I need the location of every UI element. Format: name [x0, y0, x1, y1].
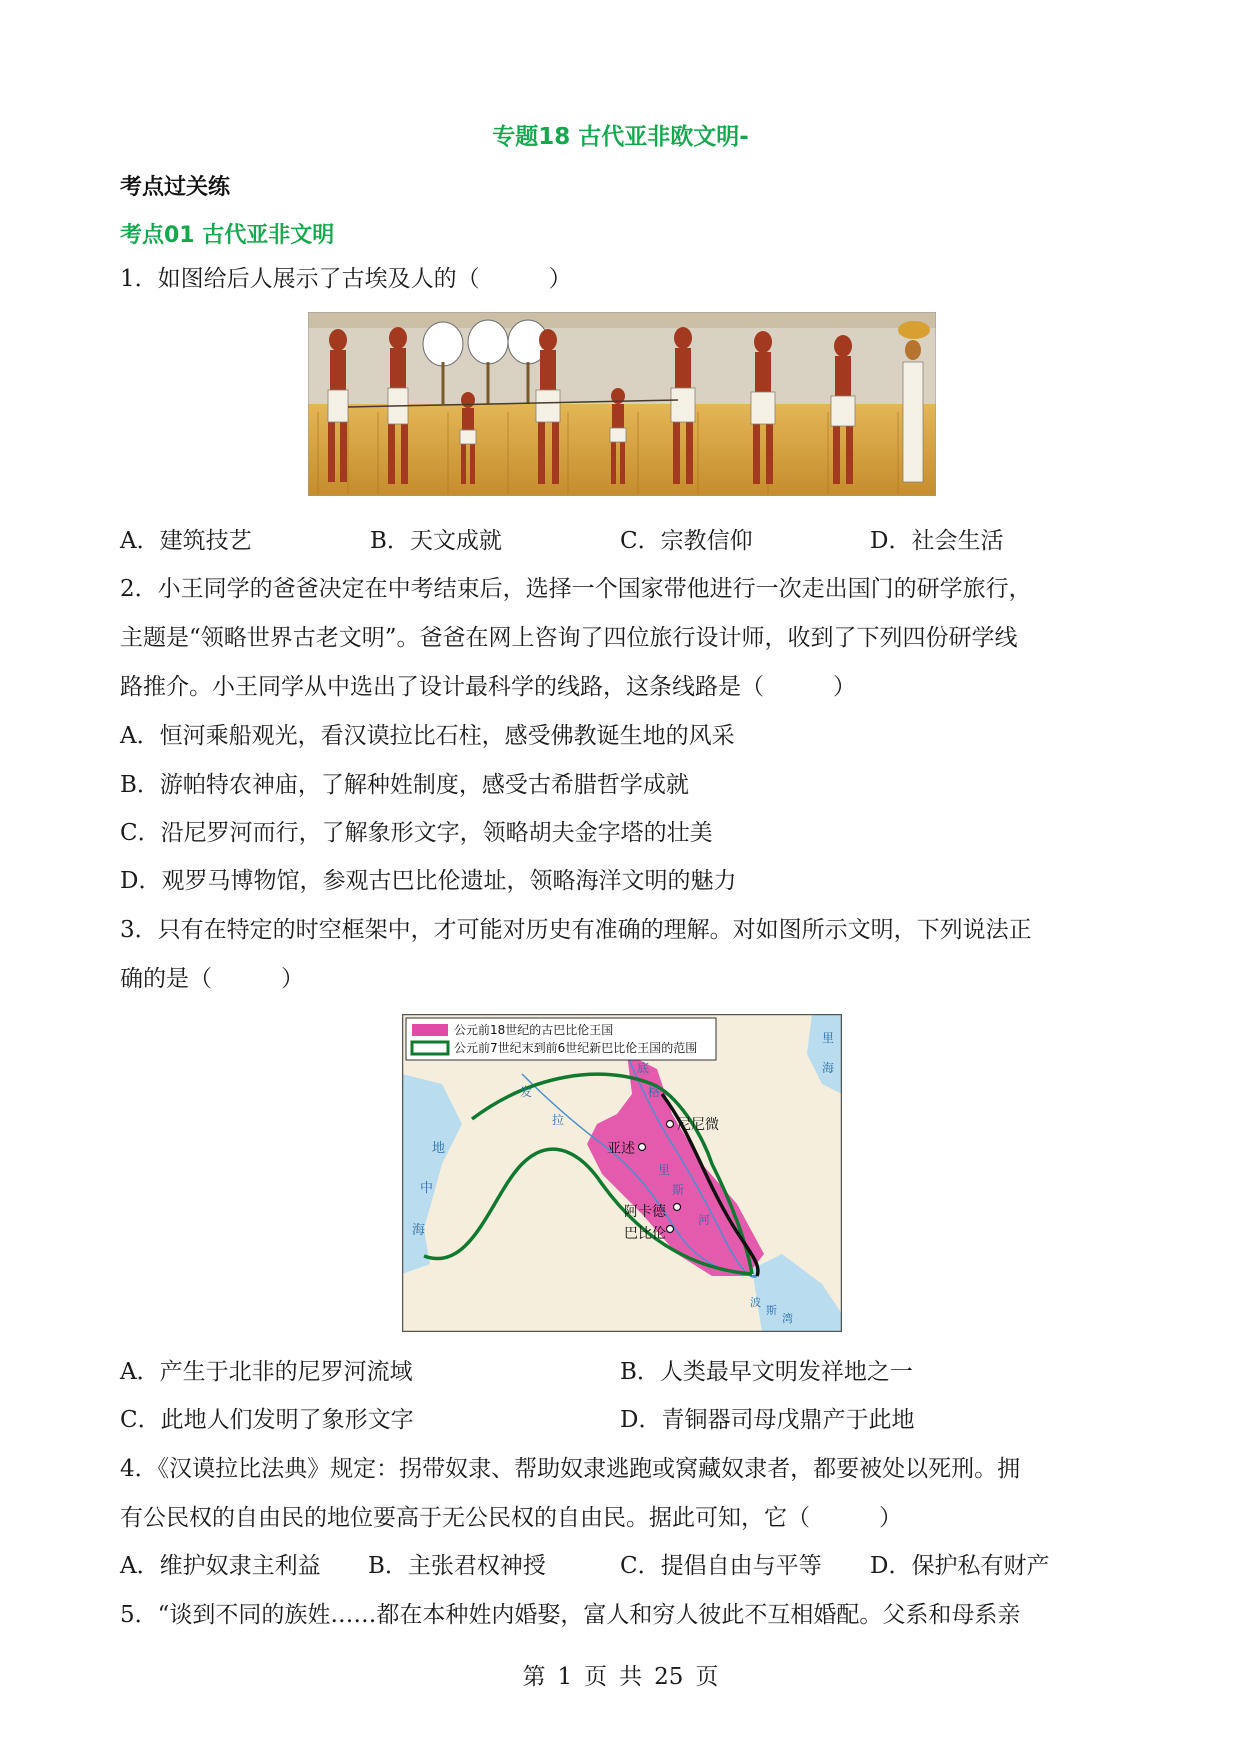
q2-stem-line1: 2．小王同学的爸爸决定在中考结束后，选择一个国家带他进行一次走出国门的研学旅行，	[120, 576, 1032, 602]
footer-page-number: 1	[557, 1664, 573, 1690]
map-river-fa: 发	[520, 1085, 533, 1099]
footer-gong: 共	[619, 1664, 643, 1690]
q2-stem-line2: 主题是“领略世界古老文明”。爸爸在网上咨询了四位旅行设计师，收到了下列四份研学线	[120, 625, 1018, 651]
map-label-hai: 海	[412, 1223, 426, 1238]
q3-option-c: C．此地人们发明了象形文字	[120, 1407, 414, 1433]
q3-option-b: B．人类最早文明发祥地之一	[620, 1359, 913, 1385]
map-gulf-wan: 湾	[782, 1312, 793, 1325]
map-river-di: 底	[637, 1061, 650, 1075]
footer-total-pages: 25	[654, 1664, 684, 1690]
map-river-la: 拉	[552, 1113, 565, 1127]
q4-option-b: B．主张君权神授	[368, 1553, 546, 1579]
q2-option-a: A．恒河乘船观光，看汉谟拉比石柱，感受佛教诞生地的风采	[120, 723, 735, 749]
map-label-right-li: 里	[822, 1031, 835, 1045]
q4-option-d: D．保护私有财产	[870, 1553, 1050, 1579]
map-city-akkad: 阿卡德	[624, 1204, 666, 1220]
q1-stem: 1．如图给后人展示了古埃及人的（ ）	[120, 266, 572, 292]
q3-stem-line1: 3．只有在特定的时空框架中，才可能对历史有准确的理解。对如图所示文明，下列说法正	[120, 917, 1032, 943]
map-gulf-si: 斯	[766, 1304, 777, 1317]
q1-option-d: D．社会生活	[870, 528, 1004, 554]
map-gulf-bo: 波	[750, 1296, 761, 1309]
map-river-ge: 格	[648, 1085, 661, 1099]
map-city-babylon: 巴比伦	[624, 1226, 666, 1242]
egyptian-painting-image	[308, 312, 936, 496]
q4-stem-line2: 有公民权的自由民的地位要高于无公民权的自由民。据此可知，它（ ）	[120, 1505, 902, 1531]
q1-option-a: A．建筑技艺	[120, 528, 252, 554]
kaodian-heading: 考点01 古代亚非文明	[120, 223, 335, 248]
q2-option-c: C．沿尼罗河而行，了解象形文字，领略胡夫金字塔的壮美	[120, 820, 713, 846]
map-label-di: 地	[432, 1141, 446, 1156]
map-city-assur: 亚述	[607, 1141, 635, 1157]
map-label-zhong: 中	[420, 1181, 434, 1196]
map-river-li: 里	[658, 1163, 671, 1177]
map-river-he: 河	[698, 1213, 711, 1227]
q3-option-a: A．产生于北非的尼罗河流域	[120, 1359, 413, 1385]
q4-option-c: C．提倡自由与平等	[620, 1553, 822, 1579]
page-title: 专题18 古代亚非欧文明-	[492, 124, 749, 150]
q4-option-a: A．维护奴隶主利益	[120, 1553, 321, 1579]
q2-stem-line3: 路推介。小王同学从中选出了设计最科学的线路，这条线路是（ ）	[120, 674, 856, 700]
section-heading: 考点过关练	[120, 175, 231, 200]
q5-stem-line1: 5．“谈到不同的族姓……都在本种姓内婚娶，富人和穷人彼此不互相婚配。父系和母系亲	[120, 1602, 1021, 1628]
q2-option-d: D．观罗马博物馆，参观古巴比伦遗址，领略海洋文明的魅力	[120, 868, 737, 894]
q4-stem-line1: 4．《汉谟拉比法典》规定：拐带奴隶、帮助奴隶逃跑或窝藏奴隶者，都要被处以死刑。拥	[120, 1456, 1021, 1482]
footer-ye2: 页	[695, 1664, 719, 1690]
footer-di: 第	[522, 1664, 546, 1690]
map-city-nineveh: 尼尼微	[677, 1117, 719, 1133]
babylon-map-image	[402, 1014, 842, 1332]
q1-option-c: C．宗教信仰	[620, 528, 753, 554]
footer-ye: 页	[584, 1664, 608, 1690]
map-legend-1: 公元前18世纪的古巴比伦王国	[454, 1023, 614, 1037]
map-label-right-hai: 海	[822, 1061, 835, 1075]
q2-option-b: B．游帕特农神庙，了解种姓制度，感受古希腊哲学成就	[120, 772, 689, 798]
page-footer	[0, 1658, 1241, 1691]
q3-stem-line2: 确的是（ ）	[120, 966, 304, 992]
q3-option-d: D．青铜器司母戊鼎产于此地	[620, 1407, 915, 1433]
q1-option-b: B．天文成就	[370, 528, 502, 554]
map-legend-2: 公元前7世纪末到前6世纪新巴比伦王国的范围	[454, 1041, 698, 1055]
map-river-si: 斯	[672, 1183, 685, 1197]
